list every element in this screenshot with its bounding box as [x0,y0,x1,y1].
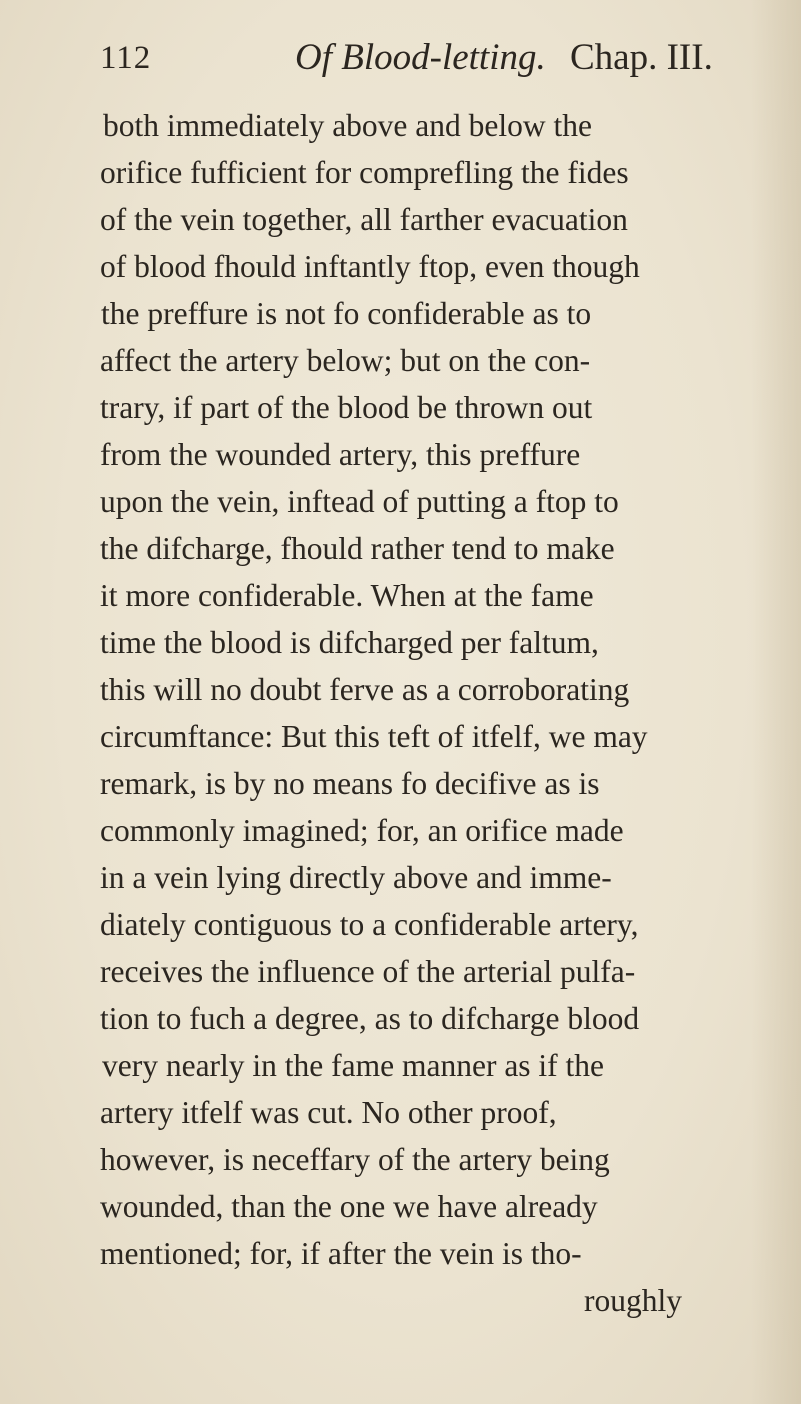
text-line: tion to fuch a degree, as to difcharge blood [100,1001,640,1036]
text-line: it more confiderable. When at the fame [100,578,594,613]
text-line: mentioned; for, if after the vein is tho- [100,1236,582,1271]
text-line: of the vein together, all farther evacuation [100,202,628,237]
page-number: 112 [100,40,152,76]
text-line: from the wounded artery, this preffure [100,437,581,472]
text-line: trary, if part of the blood be thrown out [100,390,593,425]
catchword: roughly [584,1283,682,1318]
text-line: both immediately above and below the [103,108,592,143]
text-line: of blood fhould inftantly ftop, even though [100,249,640,284]
text-line: artery itfelf was cut. No other proof, [100,1095,557,1130]
text-line: in a vein lying directly above and imme- [100,860,612,895]
text-line: receives the influence of the arterial pulfa- [100,954,636,989]
text-line: remark, is by no means fo decifive as is [100,766,600,801]
text-line: circumftance: But this teft of itfelf, we may [100,719,648,754]
chapter-label: Chap. III. [570,37,713,78]
text-line: however, is neceffary of the artery being [100,1142,610,1177]
text-line: very nearly in the fame manner as if the [102,1048,605,1083]
text-line: time the blood is difcharged per faltum, [100,625,599,660]
text-line: wounded, than the one we have already [100,1189,598,1224]
text-line: upon the vein, inftead of putting a ftop to [100,484,619,519]
body-text [0,102,801,1332]
text-line: orifice fufficient for comprefling the fides [100,155,629,190]
text-line: commonly imagined; for, an orifice made [100,813,624,848]
text-line: this will no doubt ferve as a corroborating [100,672,630,707]
text-line: diately contiguous to a confiderable artery, [100,907,639,942]
text-line: the preffure is not fo confiderable as to [101,296,592,331]
text-line: the difcharge, fhould rather tend to make [100,531,615,566]
running-header [100,30,740,90]
text-line: affect the artery below; but on the con- [100,343,591,378]
running-title: Of Blood-letting. [295,37,546,78]
